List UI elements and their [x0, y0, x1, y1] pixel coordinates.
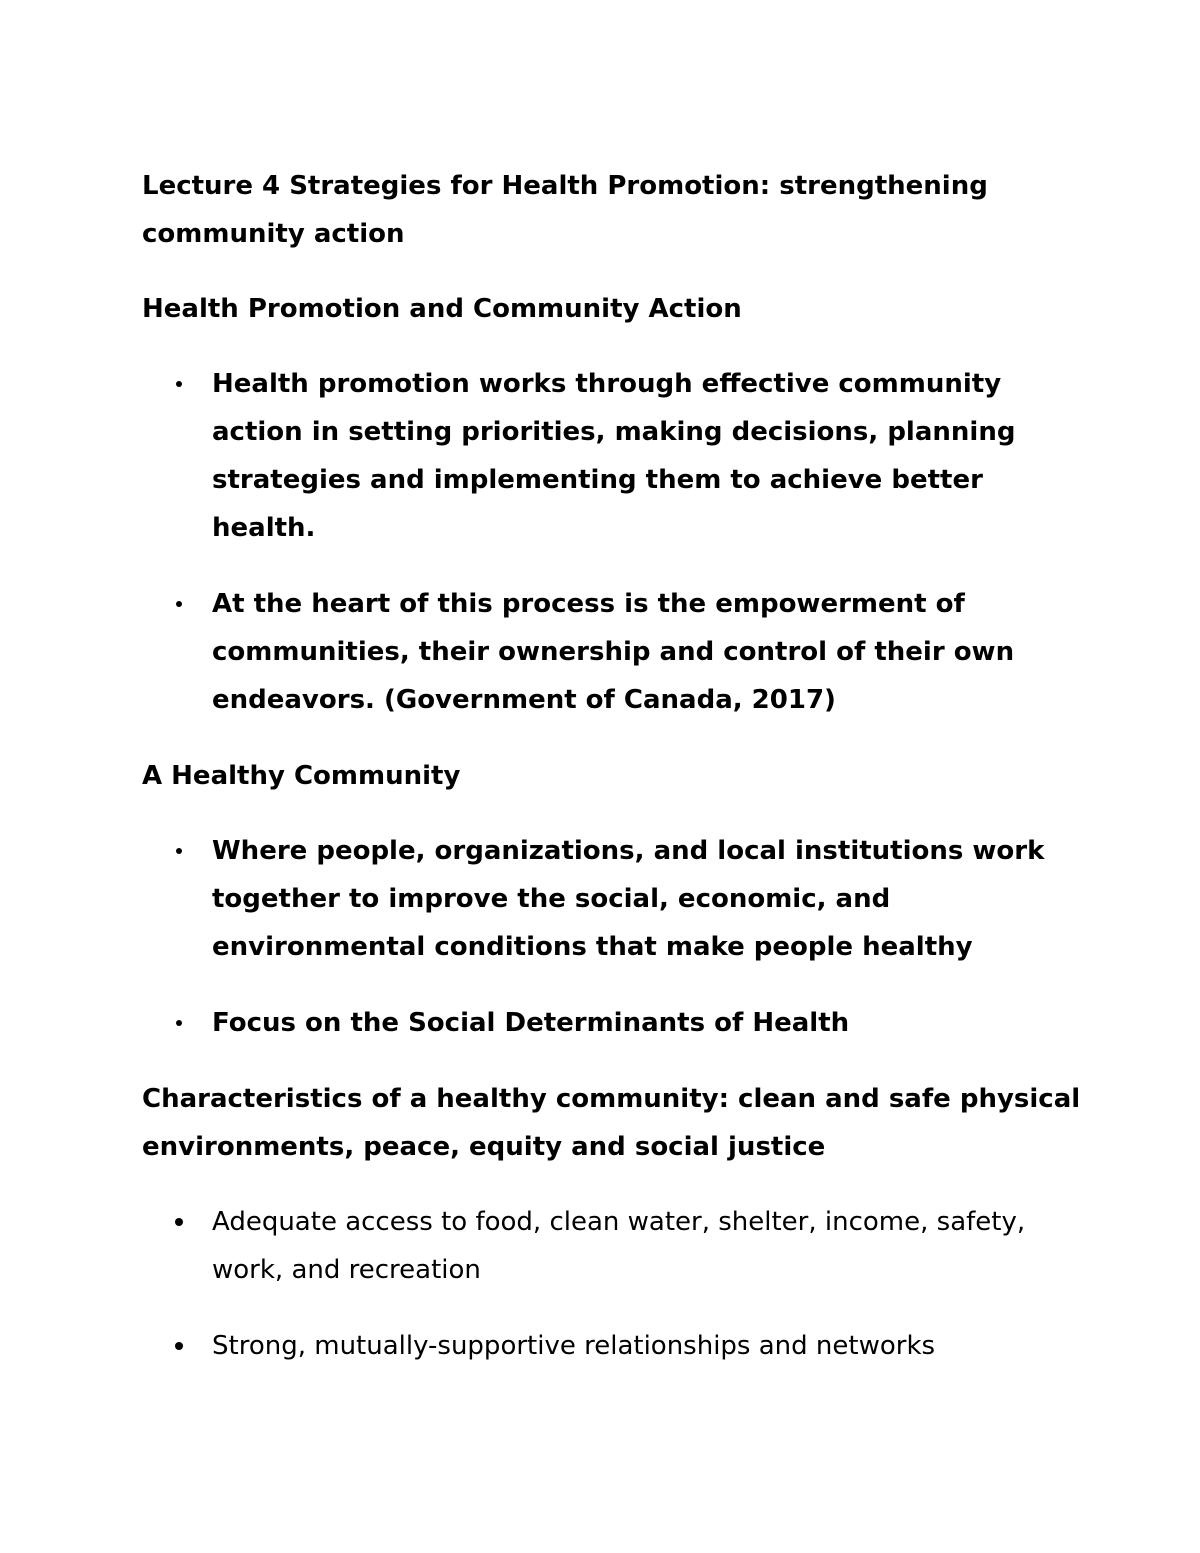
section-heading-characteristics: Characteristics of a healthy community: clean and safe physical environments, peace, equity and social justice	[142, 1084, 1081, 1162]
list-item-text: Health promotion works through effective community action in setting priorities, making decisions, planning strategies and implementing them to achieve better health.	[212, 369, 1016, 543]
list-item	[142, 1198, 1082, 1294]
document-page	[142, 162, 1082, 1398]
list-item-text: At the heart of this process is the empowerment of communities, their ownership and control of their own endeavors. (Government of Canada, 2017)	[212, 589, 1015, 715]
bullet-icon	[175, 1342, 183, 1350]
bullet-icon	[176, 601, 182, 607]
list-item	[142, 580, 1082, 724]
bullet-list-community-action	[142, 360, 1082, 724]
bullet-icon	[176, 1020, 182, 1026]
list-item	[142, 1322, 1082, 1370]
list-item-text: Where people, organizations, and local institutions work together to improve the social, economic, and environmental conditions that make people healthy	[212, 836, 1045, 962]
bullet-list-healthy-community	[142, 827, 1082, 1047]
list-item-text: Adequate access to food, clean water, shelter, income, safety, work, and recreation	[212, 1207, 1026, 1285]
bullet-icon	[176, 848, 182, 854]
list-item	[142, 999, 1082, 1047]
list-item-text: Focus on the Social Determinants of Health	[212, 1008, 850, 1038]
bullet-icon	[175, 1218, 183, 1226]
section-heading-healthy-community: A Healthy Community	[142, 761, 461, 791]
list-item	[142, 360, 1082, 552]
bullet-list-characteristics	[142, 1198, 1082, 1370]
list-item-text: Strong, mutually-supportive relationships and networks	[212, 1331, 936, 1361]
lecture-title: Lecture 4 Strategies for Health Promotion: strengthening community action	[142, 171, 988, 249]
section-heading-community-action: Health Promotion and Community Action	[142, 294, 742, 324]
list-item	[142, 827, 1082, 971]
bullet-icon	[176, 381, 182, 387]
